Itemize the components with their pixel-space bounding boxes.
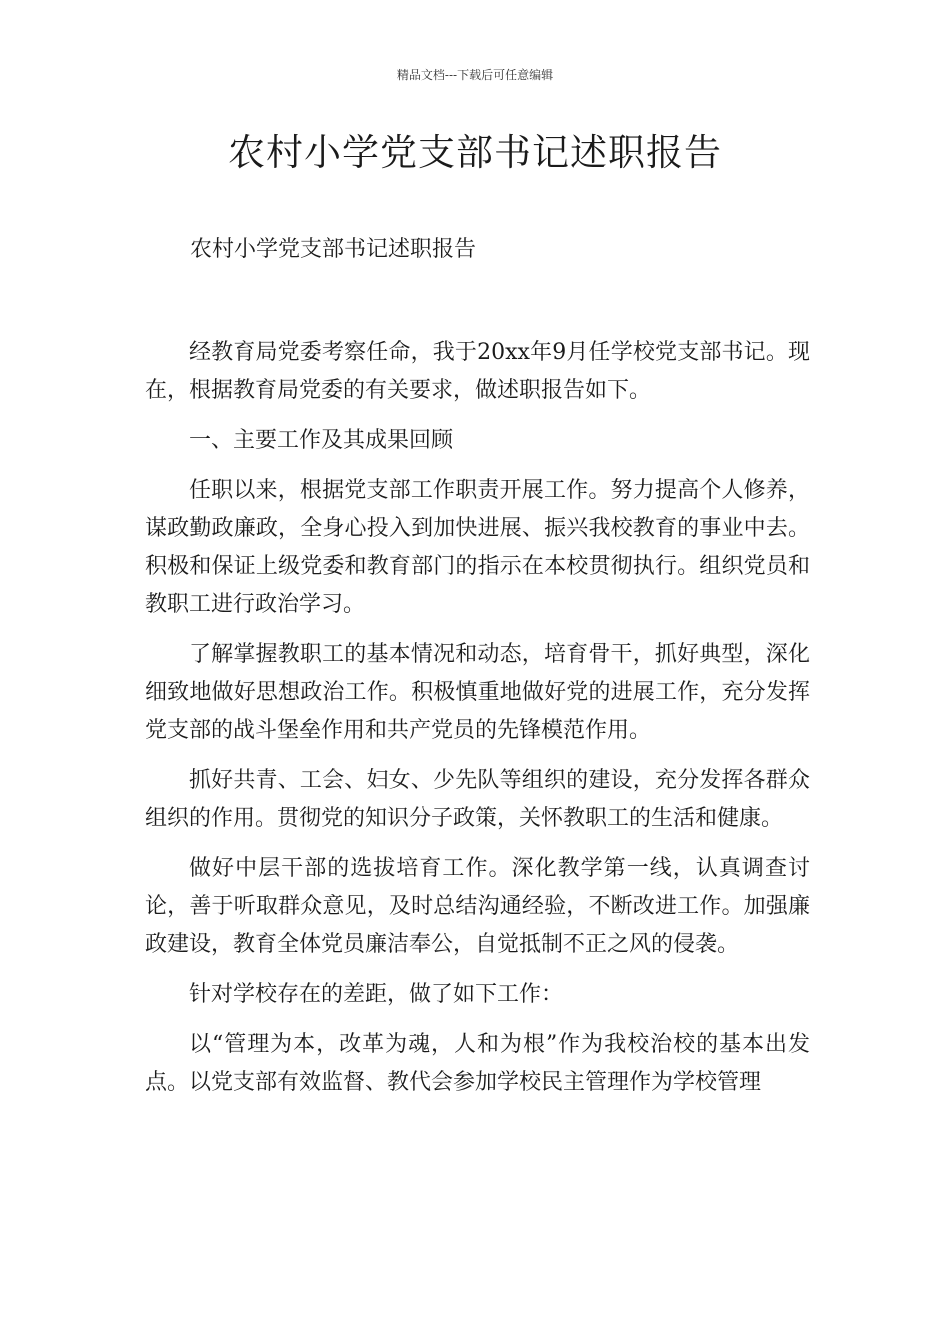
paragraph: 经教育局党委考察任命，我于20xx年9月任学校党支部书记。现在，根据教育局党委的有关要求，做述职报告如下。 xyxy=(145,340,810,403)
document-body xyxy=(145,334,810,1114)
paragraph: 了解掌握教职工的基本情况和动态，培育骨干，抓好典型，深化细致地做好思想政治工作。积极慎重地做好党的进展工作，充分发挥党支部的战斗堡垒作用和共产党员的先锋模范作用。 xyxy=(145,642,810,743)
document-subtitle: 农村小学党支部书记述职报告 xyxy=(190,237,477,262)
paragraph: 针对学校存在的差距，做了如下工作： xyxy=(189,982,564,1007)
paragraph: 抓好共青、工会、妇女、少先队等组织的建设，充分发挥各群众组织的作用。贯彻党的知识分子政策，关怀教职工的生活和健康。 xyxy=(145,768,810,831)
paragraph: 以“管理为本，改革为魂，人和为根”作为我校治校的基本出发点。以党支部有效监督、教代会参加学校民主管理作为学校管理 xyxy=(145,1032,810,1095)
paragraph: 做好中层干部的选拔培育工作。深化教学第一线，认真调查讨论，善于听取群众意见，及时总结沟通经验，不断改进工作。加强廉政建设，教育全体党员廉洁奉公，自觉抵制不正之风的侵袭。 xyxy=(145,856,810,957)
document-title: 农村小学党支部书记述职报告 xyxy=(228,131,722,174)
header-note: 精品文档---下载后可任意编辑 xyxy=(396,68,554,82)
section-heading: 一、主要工作及其成果回顾 xyxy=(189,428,454,453)
paragraph: 任职以来，根据党支部工作职责开展工作。努力提高个人修养，谋政勤政廉政，全身心投入到加快进展、振兴我校教育的事业中去。积极和保证上级党委和教育部门的指示在本校贯彻执行。组织党员和教职工进行政治学习。 xyxy=(145,478,810,617)
